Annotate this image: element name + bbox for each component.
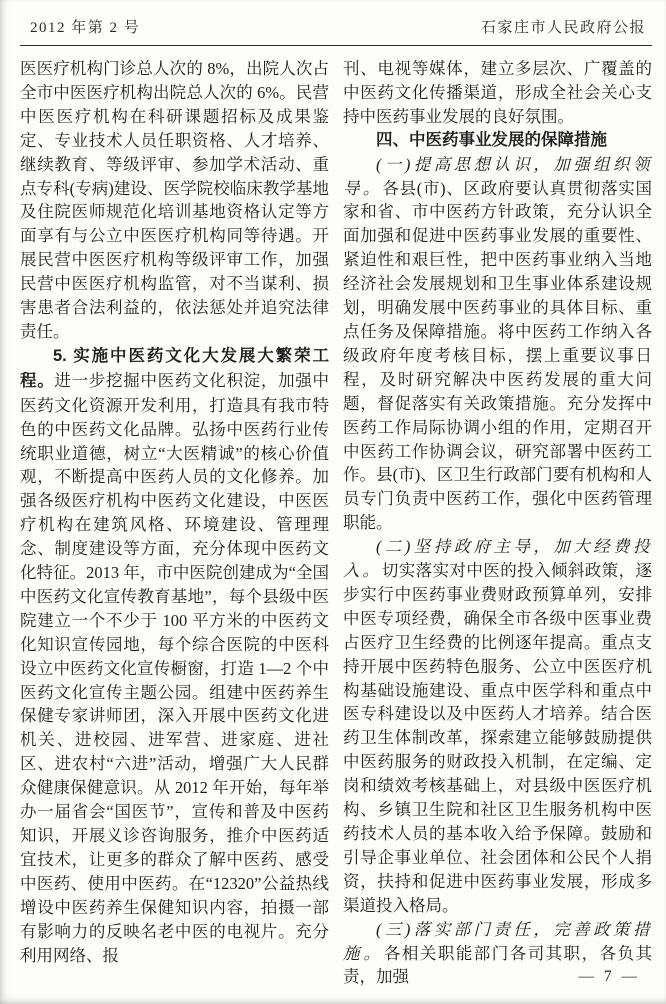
paragraph-item	[343, 153, 652, 536]
paragraph-kai-lead: (一)提高思想认识，加强组织领导。	[343, 154, 652, 198]
paragraph-bold-lead: 5. 实施中医药文化大发展大繁荣工程。	[20, 346, 329, 390]
paragraph-continuation	[20, 57, 329, 344]
paragraph-text: 切实落实对中医的投入倾斜政策，逐步实行中医药事业费财政预算单列，安排中医专项经费，确保全市各级中医事业费占医疗卫生经费的比例逐年提高。重点支持开展中医药特色服务、公立中医医疗机构基础设施建设、重点中医学科和重点中医专科建设以及中医药人才培养。结合医药卫生体制改革，探索建立能够鼓励提供中医药服务的财政投入机制，在定编、定岗和绩效考核基础上，对县级中医医疗机构、乡镇卫生院和社区卫生服务机构中医药技术人员的基本收入给予保障。鼓励和引导企事业单位、社会团体和公民个人捐资，扶持和促进中医药事业发展，形成多渠道投入格局。	[343, 561, 653, 915]
paragraph-text: 进一步挖掘中医药文化积淀，加强中医药文化资源开发利用，打造具有我市特色的中医药文化品牌。弘扬中医药行业传统职业道德，树立“大医精诚”的核心价值观，不断提高中医药人员的文化修养。加强各级医疗机构中医药文化建设，中医医疗机构在建筑风格、环境建设、管理理念、制度建设等方面，充分体现中医药文化特征。2013 年，市中医院创建成为“全国中医药文化宣传教育基地”，每个县级中医院建立一个不少于 100 平方米的中医药文化知识宣传园地，每个综合医院的中医科设立中医药文化宣传橱窗，打造 1—2 个中医药文化宣传主题公园。组建中医药养生保健专家讲师团，深入开展中医药文化进机关、进校园、进军营、进家庭、进社区、进农村“六进”活动，增强广大人民群众健康保健意识。从 2012 年开始，每年举办一届省会“国医节”，宣传和普及中医药知识，开展义诊咨询服务，推介中医药适宜技术，让更多的群众了解中医药、感受中医药、使用中医药。在“12320”公益热线增设中医药养生保健知识内容，拍摄一部有影响力的反映名老中医的电视片。充分利用网络、报	[20, 370, 330, 965]
paragraph-numbered	[20, 344, 329, 968]
paragraph-item	[343, 535, 652, 918]
page-number: — 7 —	[578, 968, 640, 985]
page-header	[30, 16, 646, 37]
right-column	[343, 57, 652, 989]
header-rule	[20, 45, 652, 46]
paragraph-continuation	[343, 57, 652, 129]
issue-number: 2012 年第 2 号	[30, 20, 141, 36]
gazette-title: 石家庄市人民政府公报	[480, 20, 646, 36]
section-heading: 四、中医药事业发展的保障措施	[376, 130, 607, 149]
paragraph-text: 各相关职能部门各司其职，各负其责，加强	[343, 943, 652, 987]
left-column	[20, 57, 329, 989]
paragraph-text: 医医疗机构门诊总人次的 8%，出院人次占全市中医医疗机构出院总人次的 6%。民营中医医疗机构在科研课题招标及成果鉴定、专业技术人员任职资格、人才培养、继续教育、等级评审、参加学术活动、重点专科(专病)建设、医学院校临床教学基地及住院医师规范化培训基地资格认定等方面享有与公立中医医疗机构同等待遇。开展民营中医医疗机构等级评审工作，加强民营中医医疗机构监管，对不当谋利、损害患者合法利益的，依法惩处并追究法律责任。	[20, 59, 329, 341]
paragraph-kai-lead: (三)落实部门责任，完善政策措施。	[343, 919, 652, 963]
paragraph-text: 刊、电视等媒体，建立多层次、广覆盖的中医药文化传播渠道，形成全社会关心支持中医药事业发展的良好氛围。	[343, 59, 652, 126]
paragraph-text: 各县(市)、区政府要认真贯彻落实国家和省、市中医药方针政策，充分认识全面加强和促进中医药事业发展的重要性、紧迫性和艰巨性，把中医药事业纳入当地经济社会发展规划和卫生事业体系建设规划，明确发展中医药事业的具体目标、重点任务及保障措施。将中医药工作纳入各级政府年度考核目标，摆上重要议事日程，及时研究解决中医药发展的重大问题，督促落实有关政策措施。充分发挥中医药工作局际协调小组的作用，定期召开中医药工作协调会议，研究部署中医药工作。县(市)、区卫生行政部门要有机构和人员专门负责中医药工作，强化中医药管理职能。	[343, 178, 652, 533]
paragraph-kai-lead: (二)坚持政府主导，加大经费投入。	[343, 537, 652, 581]
text-columns	[20, 57, 652, 989]
